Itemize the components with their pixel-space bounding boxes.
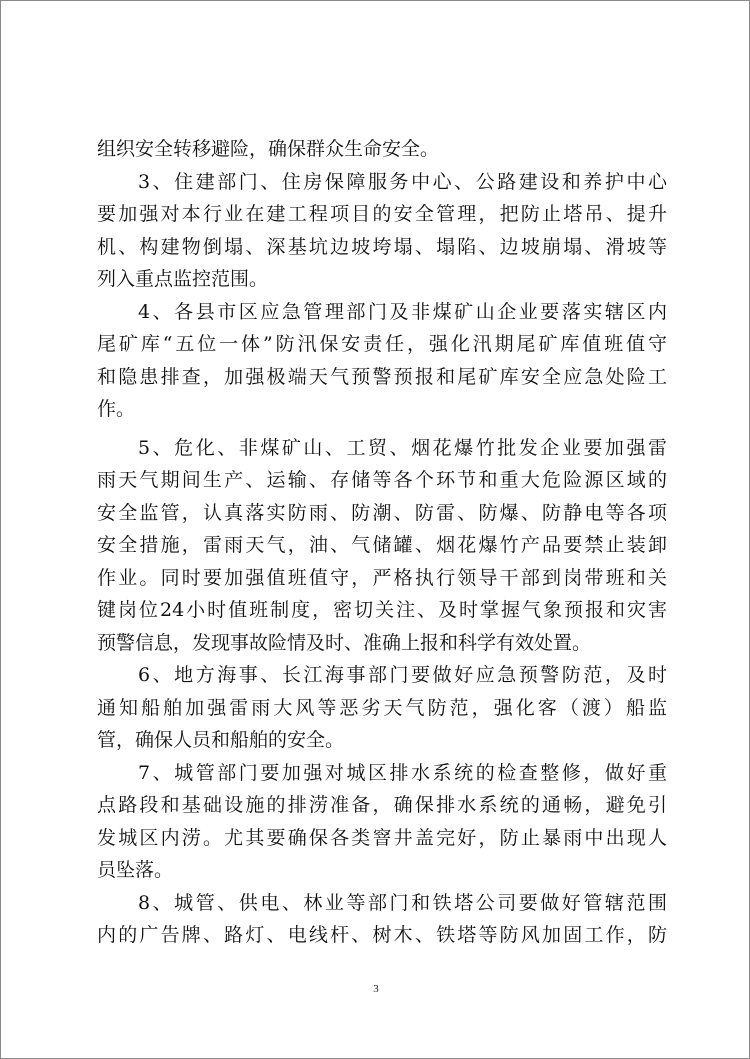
page-number: 3 <box>373 983 379 995</box>
paragraph-line: 要加强对本行业在建工程项目的安全管理，把防止塔吊、提升 <box>97 203 667 225</box>
paragraph-line: 7、城管部门要加强对城区排水系统的检查整修，做好重 <box>138 761 667 784</box>
paragraph-line: 预警信息，发现事故险情及时、准确上报和科学有效处置。 <box>97 631 592 654</box>
paragraph-line: 雨天气期间生产、运输、存储等各个环节和重大危险源区域的 <box>97 469 667 491</box>
paragraph-line: 发城区内涝。尤其要确保各类窨井盖完好，防止暴雨中出现人 <box>97 826 667 849</box>
paragraph-line: 3、住建部门、住房保障服务中心、公路建设和养护中心 <box>138 170 667 193</box>
paragraph-line: 机、构建物倒塌、深基坑边坡垮塌、塌陷、边坡崩塌、滑坡等 <box>97 235 667 258</box>
paragraph-line: 和隐患排查，加强极端天气预警预报和尾矿库安全应急处险工 <box>97 365 667 388</box>
document-body <box>97 133 667 952</box>
paragraph-line: 键岗位24小时值班制度，密切关注、及时掌握气象预报和灾害 <box>97 599 667 621</box>
paragraph-line: 员坠落。 <box>97 859 174 881</box>
paragraph-line: 内的广告牌、路灯、电线杆、树木、铁塔等防风加固工作，防 <box>97 924 667 946</box>
paragraph-line: 4、各县市区应急管理部门及非煤矿山企业要落实辖区内 <box>138 300 667 323</box>
paragraph-line: 管，确保人员和船舶的安全。 <box>97 729 345 751</box>
paragraph-line: 尾矿库“五位一体”防汛保安责任，强化汛期尾矿库值班值守 <box>97 333 667 355</box>
paragraph-line: 安全监管，认真落实防雨、防潮、防雷、防爆、防静电等各项 <box>97 501 667 524</box>
paragraph-line: 列入重点监控范围。 <box>97 268 269 290</box>
paragraph-line: 通知船舶加强雷雨大风等恶劣天气防范，强化客（渡）船监 <box>97 696 667 719</box>
paragraph-line: 5、危化、非煤矿山、工贸、烟花爆竹批发企业要加强雷 <box>138 436 667 459</box>
paragraph-line: 8、城管、供电、林业等部门和铁塔公司要做好管辖范围 <box>138 891 667 914</box>
paragraph-line: 安全措施，雷雨天气，油、气储罐、烟花爆竹产品要禁止装卸 <box>97 534 667 556</box>
paragraph-line: 6、地方海事、长江海事部门要做好应急预警防范，及时 <box>138 664 667 686</box>
paragraph-line: 组织安全转移避险，确保群众生命安全。 <box>97 138 440 160</box>
paragraph-line: 点路段和基础设施的排涝准备，确保排水系统的通畅，避免引 <box>97 794 667 816</box>
paragraph-line: 作。 <box>97 398 136 420</box>
paragraph-line: 作业。同时要加强值班值守，严格执行领导干部到岗带班和关 <box>97 566 667 589</box>
